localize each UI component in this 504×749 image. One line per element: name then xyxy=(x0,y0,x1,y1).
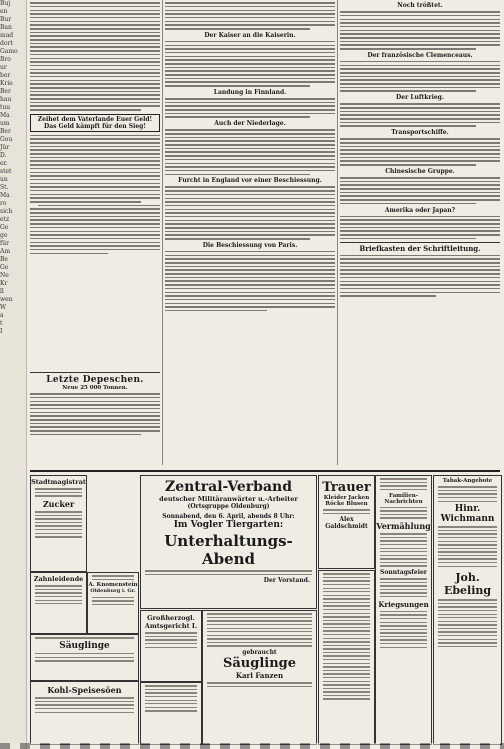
strip-fragment: Ma xyxy=(0,112,10,119)
strip-fragment: mad xyxy=(0,32,14,39)
ad-zahnarzt xyxy=(87,572,139,634)
strip-fragment: Ban xyxy=(0,24,12,31)
ad-subtitle: (Ortsgruppe Oldenburg) xyxy=(187,503,270,510)
ad-zahnleidende xyxy=(30,572,87,634)
strip-fragment: Ne xyxy=(0,272,9,279)
article-headline: Landung in Finnland. xyxy=(213,88,287,96)
strip-fragment: Ge xyxy=(0,264,9,271)
ad-signature: Der Vorstand. xyxy=(263,577,310,585)
strip-fragment: um xyxy=(0,120,10,127)
ad-title: Sonntagsfeier xyxy=(380,568,427,576)
strip-fragment: ge xyxy=(0,232,8,239)
strip-fragment: tuu xyxy=(0,104,11,111)
dispatches-title: Letzte Depeschen. xyxy=(46,375,144,385)
ad-title: Vermählung xyxy=(376,521,431,531)
ad-trauer xyxy=(318,475,375,569)
article-headline: Briefkasten der Schriftleitung. xyxy=(359,243,481,253)
article-headline: Transportschiffe. xyxy=(391,129,449,137)
strip-fragment: a xyxy=(0,312,4,319)
strip-fragment: ber xyxy=(0,72,11,79)
dispatches-subtitle: Neue 25 000 Tonnen. xyxy=(62,385,128,391)
ad-column-misc xyxy=(318,570,375,745)
ad-venue: Im Vogler Tiergarten: xyxy=(173,520,284,530)
strip-fragment: I xyxy=(0,328,3,335)
article-text xyxy=(340,61,500,92)
article-text xyxy=(340,177,500,204)
ad-name: Joh. Ebeling xyxy=(443,571,492,598)
ad-shop: Alex Galdschmidt xyxy=(325,516,368,531)
scan-edge xyxy=(0,743,504,749)
article-headline: Die Beschiessung von Paris. xyxy=(202,241,298,249)
ad-place: Oldenburg i. Gr. xyxy=(90,588,136,595)
strip-fragment: un xyxy=(0,176,8,183)
article-column-3 xyxy=(340,0,500,455)
article-headline: Noch trößtet. xyxy=(397,2,443,9)
ad-kohl xyxy=(30,681,139,745)
strip-fragment: er. xyxy=(0,160,8,167)
article-text xyxy=(165,2,335,29)
strip-fragment: Gamo xyxy=(0,48,18,55)
ad-misc xyxy=(140,682,202,745)
strip-fragment: hau xyxy=(0,96,12,103)
ad-title: Kriegsungen xyxy=(378,599,429,609)
article-headline: Amerika oder Japan? xyxy=(384,206,456,214)
article-text xyxy=(340,255,500,297)
ad-name: A. Knomenstein xyxy=(88,582,138,589)
strip-fragment: für xyxy=(0,240,9,247)
article-text xyxy=(340,103,500,127)
article-text xyxy=(30,135,160,255)
ad-title: Großherzogl. Amtsgericht I. xyxy=(144,614,198,630)
article-column-2 xyxy=(165,0,335,440)
article-headline: Furcht in England vor einer Beschiessung. xyxy=(178,177,322,185)
strip-fragment: ro xyxy=(0,200,7,207)
article-text xyxy=(340,216,500,240)
strip-fragment: W xyxy=(0,304,7,311)
article-text xyxy=(165,129,335,175)
ad-amtsgericht xyxy=(140,610,202,682)
strip-fragment: etz xyxy=(0,216,10,223)
strip-fragment: t xyxy=(0,320,3,327)
strip-fragment: en xyxy=(0,8,8,15)
article-text xyxy=(165,186,335,239)
article-headline: Der Kaiser an die Kaiserin. xyxy=(204,31,296,39)
column-rule xyxy=(162,0,163,465)
article-headline: Der französische Clemenceaus. xyxy=(367,51,473,59)
ad-item: Zucker xyxy=(42,498,75,509)
ad-event: Unterhaltungs-Abend xyxy=(164,532,293,568)
ad-family-column xyxy=(375,475,432,745)
strip-fragment: St. xyxy=(0,184,9,191)
ad-title: Säuglinge xyxy=(59,640,110,651)
ad-right-column xyxy=(433,475,502,745)
article-headline: Auch der Niederlage. xyxy=(214,120,286,128)
ad-zentral-verband xyxy=(140,475,317,609)
article-headline: Chinesische Gruppe. xyxy=(385,167,455,175)
ad-subtitle: gebraucht xyxy=(242,648,277,656)
strip-fragment: Am xyxy=(0,248,11,255)
ad-title: Säuglinge xyxy=(222,655,297,671)
article-text xyxy=(340,11,500,49)
strip-fragment: dort xyxy=(0,40,13,47)
strip-fragment: sich xyxy=(0,208,13,215)
strip-fragment: Ma xyxy=(0,192,10,199)
ad-sauglinge-small xyxy=(30,634,139,681)
article-text xyxy=(165,251,335,312)
strip-fragment: Bro xyxy=(0,56,11,63)
strip-fragment: Be xyxy=(0,256,8,263)
article-headline: Der Luftkrieg. xyxy=(396,94,444,102)
strip-fragment: stet xyxy=(0,168,12,175)
ad-title: Zentral-Verband xyxy=(164,479,293,495)
ad-title: Stadtmagistrat xyxy=(31,478,86,486)
ad-subtitle: Kleider Jacken Röcke Blusen xyxy=(323,495,370,507)
strip-fragment: Buj xyxy=(0,0,11,7)
ad-title: Trauer xyxy=(322,480,371,495)
column-rule xyxy=(337,0,338,465)
strip-fragment: Bur xyxy=(0,16,12,23)
strip-fragment: ur xyxy=(0,64,7,71)
ad-stadtmagistrat xyxy=(30,475,87,572)
ad-title: Kohl-Speisesöen xyxy=(47,685,122,695)
article-text xyxy=(340,138,500,165)
strip-fragment: Ge xyxy=(0,224,9,231)
article-text xyxy=(165,98,335,118)
strip-fragment: Krie xyxy=(0,80,13,87)
ad-date: Sonnabend, den 6. April, abends 8 Uhr: xyxy=(162,513,295,520)
latest-dispatches xyxy=(30,370,160,437)
ad-subtitle: deutscher Militäranwärter u.-Arbeiter xyxy=(159,495,298,503)
strip-fragment: D. xyxy=(0,152,7,159)
ad-title: Tabak-Angebote xyxy=(442,478,493,484)
advertisements-section xyxy=(30,470,500,747)
ad-title: Zahnleidende xyxy=(33,575,84,583)
article-text xyxy=(30,393,160,435)
strip-fragment: Ber xyxy=(0,88,11,95)
article-text xyxy=(30,2,160,110)
strip-fragment: wen xyxy=(0,296,13,303)
ad-name: Hinr. Wichmann xyxy=(440,504,495,525)
strip-fragment: Ber xyxy=(0,128,11,135)
ad-title: Familien-Nachrichten xyxy=(384,492,423,505)
left-margin-strip xyxy=(0,0,27,749)
ad-name: Karl Fanzen xyxy=(235,670,284,680)
ad-sauglinge xyxy=(202,610,317,745)
appeal-box: Zeihet dem Vaterlande Euer Geld! Das Geld kämpft für den Sieg! xyxy=(30,114,160,132)
strip-fragment: Jür xyxy=(0,144,10,151)
article-text xyxy=(165,41,335,87)
strip-fragment: ll xyxy=(0,288,4,295)
strip-fragment: Gou xyxy=(0,136,13,143)
strip-fragment: Kr xyxy=(0,280,8,287)
